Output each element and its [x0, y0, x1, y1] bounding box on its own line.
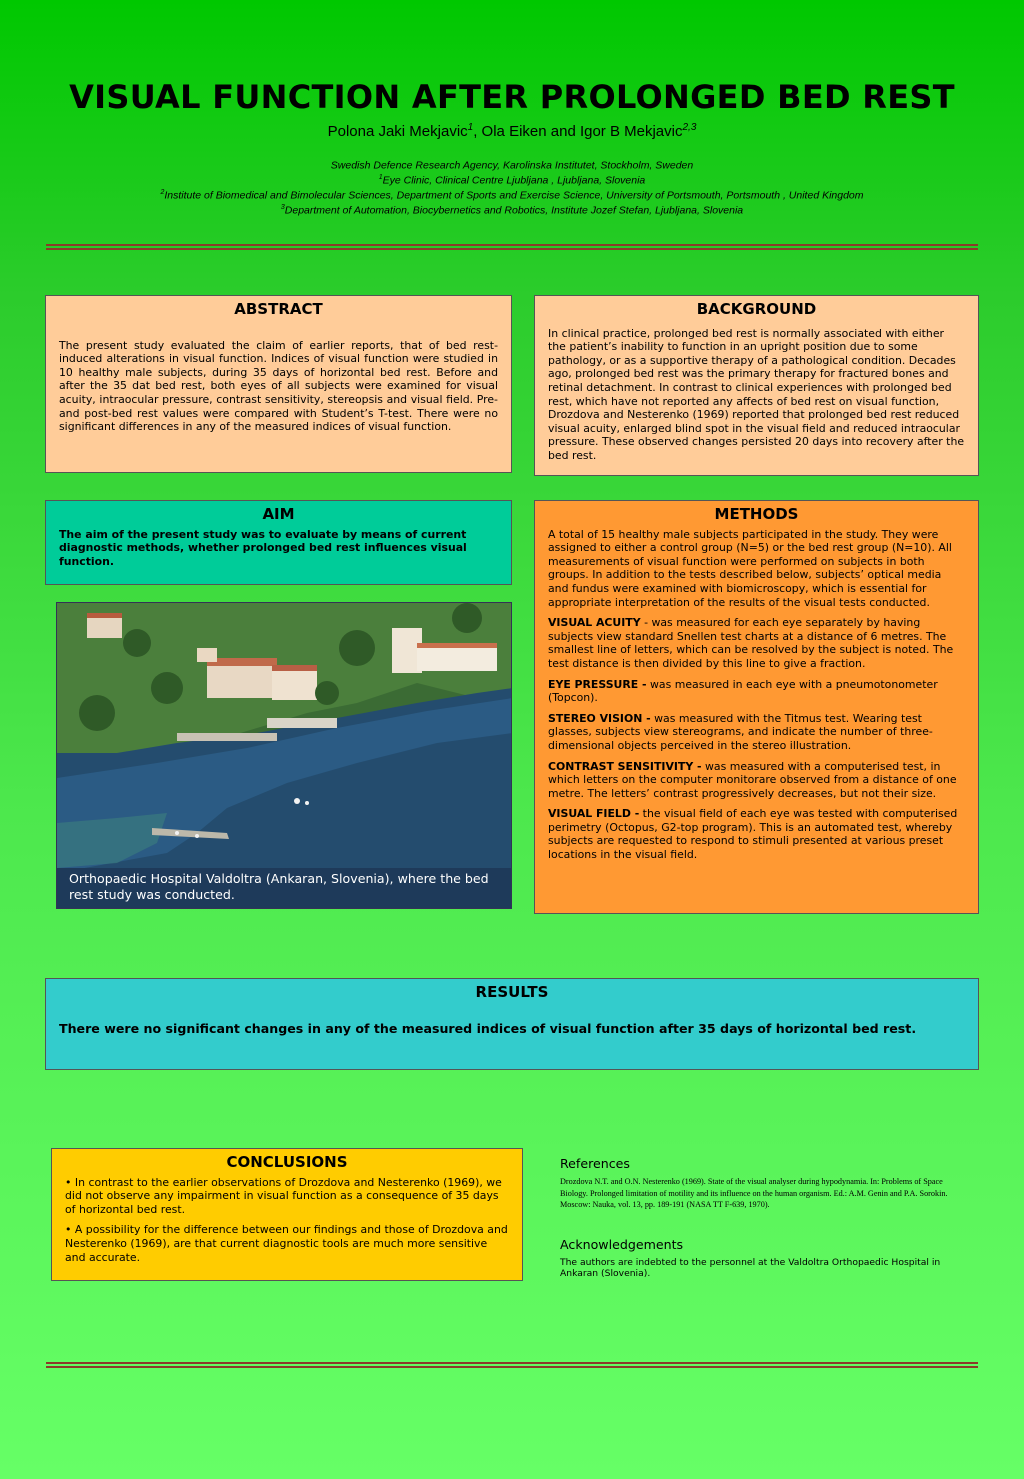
- results-text: There were no significant changes in any of the measured indices of visual function after 35 days of horizontal bed rest.: [59, 1020, 917, 1036]
- background-text: In clinical practice, prolonged bed rest is normally associated with either the patient’s inability to function in an upright position due to some pathology, or as a supportive therapy of a pathological condition. Decades ago, prolonged bed rest was the primary therapy for fractured bones and retinal detachment. In contrast to clinical experiences with prolonged bed rest, which have not reported any affects of bed rest on visual function, Drozdova and Nesterenko (1969) reported that prolonged bed rest reduced visual acuity, enlarged blind spot in the visual field and reduced intraocular pressure. These observed changes persisted 20 days into recovery after the bed rest.: [548, 326, 965, 462]
- hospital-aerial-image: [57, 603, 512, 909]
- affiliation-0: Swedish Defence Research Agency, Karolinska Institutet, Stockholm, Sweden: [330, 159, 694, 172]
- background-heading: BACKGROUND: [696, 300, 817, 318]
- results-panel: [45, 978, 979, 1070]
- method-contrast-sensitivity: CONTRAST SENSITIVITY - was measured with a computerised test, in which letters on the computer monitorare observed from a distance of one metre. The letters’ contrast progressively decreases, but not their size.: [548, 759, 957, 800]
- conclusion-item: • In contrast to the earlier observations of Drozdova and Nesterenko (1969), we did not observe any impairment in visual function as a consequence of 35 days of horizontal bed rest.: [65, 1175, 502, 1216]
- abstract-panel: [45, 295, 512, 473]
- hospital-photo: [56, 602, 512, 909]
- references-section: [560, 1156, 960, 1280]
- method-eye-pressure: EYE PRESSURE - was measured in each eye with a pneumotonometer (Topcon).: [548, 677, 938, 705]
- results-heading: RESULTS: [475, 983, 549, 1001]
- abstract-heading: ABSTRACT: [234, 300, 323, 318]
- affiliation-1: $^1$Eye Clinic, Clinical Centre Ljubljana , Ljubljana, Slovenia: [378, 174, 646, 187]
- method-visual-acuity: VISUAL ACUITY - was measured for each eye separately by having subjects view standard Snellen test charts at a distance of 6 metres. The smallest line of letters, which can be resolved by the subject is noted. The test distance is then divided by this line to give a fraction.: [548, 616, 954, 670]
- aim-text: The aim of the present study was to evaluate by means of current diagnostic methods, whether prolonged bed rest influences visual function.: [59, 527, 467, 568]
- bottom-divider: [46, 1362, 978, 1368]
- aim-heading: AIM: [262, 505, 295, 523]
- reference-entry: Drozdova N.T. and O.N. Nesterenko (1969). State of the visual analyser during hypodynamia. In: Problems of Space Biology. Prolonged limitation of motility and its influence on the human organism. Ed.: A.M. Genin and P.A. Sorokin. Moscow: Nauka, vol. 13, pp. 189-191 (NASA TT F-639, 1970).: [560, 1177, 948, 1209]
- author-line: [0, 122, 1024, 140]
- photo-caption: Orthopaedic Hospital Valdoltra (Ankaran, Slovenia), where the bed rest study was conducted.: [57, 868, 511, 908]
- method-visual-field: VISUAL FIELD - the visual field of each eye was tested with computerised perimetry (Octopus, G2-top program). This is an automated test, whereby subjects are requested to respond to stimuli presented at various preset locations in the visual field.: [548, 807, 958, 862]
- conclusions-panel: [51, 1148, 523, 1281]
- author-1-affil: 1: [467, 122, 474, 133]
- other-authors-affil: 2,3: [682, 122, 697, 133]
- author-1: Polona Jaki Mekjavic: [327, 123, 468, 140]
- references-heading: References: [560, 1156, 630, 1171]
- acknowledgements-heading: Acknowledgements: [560, 1236, 684, 1252]
- aim-panel: [45, 500, 512, 585]
- background-panel: [534, 295, 979, 476]
- top-divider: [46, 244, 978, 250]
- acknowledgements-text: The authors are indebted to the personnel at the Valdoltra Orthopaedic Hospital in Ankaran (Slovenia).: [560, 1256, 941, 1279]
- method-stereo-vision: STEREO VISION - was measured with the Titmus test. Wearing test glasses, subjects view stereograms, and indicate the number of three-dimensional objects perceived in the stereo illustration.: [548, 711, 933, 752]
- conclusions-heading: CONCLUSIONS: [226, 1153, 348, 1171]
- affiliation-3: $^3$Department of Automation, Biocybernetics and Robotics, Institute Jozef Stefan, Ljubljana, Slovenia: [280, 204, 744, 217]
- methods-heading: METHODS: [714, 505, 799, 523]
- other-authors: , Ola Eiken and Igor B Mekjavic: [473, 123, 683, 140]
- methods-panel: [534, 500, 979, 914]
- methods-intro: A total of 15 healthy male subjects participated in the study. They were assigned to either a control group (N=5) or the bed rest group (N=10). All measurements of visual function were performed on subjects in both groups. In addition to the tests described below, subjects’ optical media and fundus were examined with biomicroscopy, which is essential for appropriate interpretation of the results of the visual tests conducted.: [548, 527, 952, 609]
- affiliation-2: $^2$Institute of Biomedical and Bimolecular Sciences, Department of Sports and Exercise Science, University of Portsmouth, Portsmouth , United Kingdom: [160, 189, 864, 202]
- abstract-text: The present study evaluated the claim of earlier reports, that of bed rest-induced alterations in visual function. Indices of visual function were studied in 10 healthy male subjects, during 35 days of horizontal bed rest. Before and after the 35 dat bed rest, both eyes of all subjects were examined for visual acuity, intraocular pressure, contrast sensitivity, stereopsis and visual field. Pre- and post-bed rest values were compared with Student’s T-test. There were no significant differences in any of the measured indices of visual function.: [59, 338, 498, 434]
- poster-title: VISUAL FUNCTION AFTER PROLONGED BED REST: [69, 78, 955, 116]
- conclusion-item: • A possibility for the difference between our findings and those of Drozdova and Nesterenko (1969), are that current diagnostic tools are much more sensitive and accurate.: [65, 1223, 508, 1264]
